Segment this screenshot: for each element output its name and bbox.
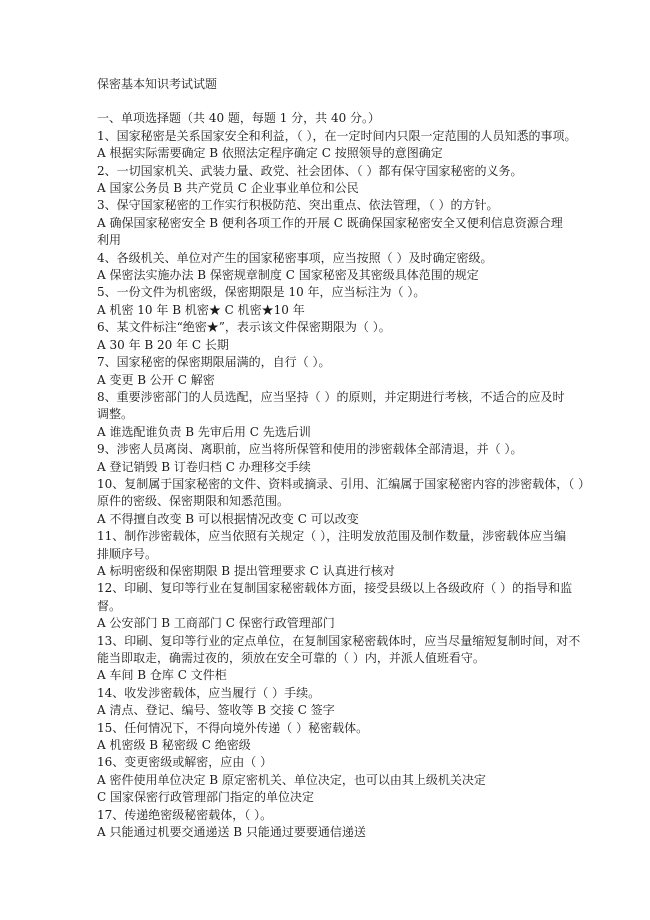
answer-options: A 保密法实施办法 B 保密规章制度 C 国家秘密及其密级具体范围的规定 [97, 268, 479, 283]
question-text: 16、变更密级或解密，应由（ ） [97, 755, 273, 770]
answer-options: A 确保国家秘密安全 B 便利各项工作的开展 C 既确保国家秘密安全又便利信息资源合理 [97, 215, 563, 230]
question-text: 调整。 [97, 407, 134, 422]
answer-options: A 公安部门 B 工商部门 C 保密行政管理部门 [97, 616, 335, 631]
document-page [97, 76, 591, 841]
question-item [97, 354, 567, 389]
question-text: 8、重要涉密部门的人员选配，应当坚持（ ）的原则，并定期进行考核，不适合的应及时 [97, 389, 565, 404]
question-text: 能当即取走，确需过夜的，须放在安全可靠的（ ）内，并派人值班看守。 [97, 651, 485, 665]
answer-options: A 清点、登记、编号、签收等 B 交接 C 签字 [97, 703, 335, 718]
answer-options: A 谁选配谁负责 B 先审后用 C 先选后训 [97, 424, 311, 439]
question-text: 11、制作涉密载体，应当依照有关规定（ ），注明发放范围及制作数量，涉密载体应当编 [97, 529, 567, 544]
answer-options: A 30 年 B 20 年 C 长期 [97, 337, 229, 352]
question-text: 9、涉密人员离岗、离职前，应当将所保管和使用的涉密载体全部清退，并（ ）。 [97, 442, 523, 457]
question-item [97, 528, 567, 580]
question-item [97, 441, 567, 476]
question-text: 15、任何情况下，不得向境外传递（ ）秘密载体。 [97, 720, 369, 735]
question-text: 督。 [97, 598, 122, 613]
question-text: 14、收发涉密载体，应当履行（ ）手续。 [97, 685, 321, 700]
answer-options: A 不得擅自改变 B 可以根据情况改变 C 可以改变 [97, 511, 359, 526]
section-heading: 一、单项选择题（共 40 题，每题 1 分，共 40 分。） [97, 111, 381, 126]
question-item [97, 128, 577, 163]
document-title: 保密基本知识考试试题 [97, 77, 218, 91]
answer-options: A 只能通过机要交通递送 B 只能通过要要通信递送 [97, 825, 366, 840]
question-item [97, 580, 573, 632]
question-text: 1、国家秘密是关系国家安全和利益，（ ），在一定时间内只限一定范围的人员知悉的事项。 [97, 128, 577, 143]
question-item [97, 284, 567, 319]
answer-options: A 车间 B 仓库 C 文件柜 [97, 668, 227, 683]
question-text: 5、一份文件为机密级，保密期限是 10 年，应当标注为（ ）。 [97, 285, 426, 300]
question-text: 排顺序号。 [97, 546, 158, 561]
question-text: 原件的密级、保密期限和知悉范围。 [97, 494, 290, 509]
answer-options: A 登记销毁 B 订卷归档 C 办理移交手续 [97, 459, 311, 474]
answer-options: C 国家保密行政管理部门指定的单位决定 [97, 790, 314, 805]
question-item [97, 319, 567, 354]
answer-options: A 国家公务员 B 共产党员 C 企业事业单位和公民 [97, 181, 359, 196]
question-item [97, 250, 567, 285]
question-text: 4、各级机关、单位对产生的国家秘密事项，应当按照（ ）及时确定密级。 [97, 250, 493, 265]
question-item [97, 633, 581, 685]
question-list [97, 128, 591, 842]
question-item [97, 720, 567, 755]
question-text: 10、复制属于国家秘密的文件、资料或摘录、引用、汇编属于国家秘密内容的涉密载体，（ ） [97, 476, 591, 491]
question-item [97, 685, 567, 720]
question-text: 2、一切国家机关、武装力量、政党、社会团体、（ ）都有保守国家秘密的义务。 [97, 163, 523, 178]
question-item [97, 807, 567, 842]
question-text: 13、印刷、复印等行业的定点单位，在复制国家秘密载体时，应当尽量缩短复制时间，对不 [97, 633, 581, 648]
question-text: 12、印刷、复印等行业在复制国家秘密载体方面，接受县级以上各级政府（ ）的指导和监 [97, 581, 573, 596]
question-item [97, 476, 591, 528]
answer-options: A 机密级 B 秘密级 C 绝密级 [97, 738, 251, 753]
answer-options: A 根据实际需要确定 B 依照法定程序确定 C 按照领导的意图确定 [97, 146, 443, 161]
answer-options: A 变更 B 公开 C 解密 [97, 372, 215, 387]
question-item [97, 389, 567, 441]
question-item [97, 163, 567, 198]
question-text: 7、国家秘密的保密期限届满的，自行（ ）。 [97, 355, 331, 370]
answer-options: A 密件使用单位决定 B 原定密机关、单位决定，也可以由其上级机关决定 [97, 772, 486, 787]
answer-options: 利用 [97, 233, 122, 248]
question-item [97, 197, 567, 249]
answer-options: A 标明密级和保密期限 B 提出管理要求 C 认真进行核对 [97, 563, 395, 578]
question-text: 17、传递绝密级秘密载体，（ ）。 [97, 807, 273, 822]
question-text: 3、保守国家秘密的工作实行积极防范、突出重点、依法管理，（ ）的方针。 [97, 198, 499, 213]
answer-options: A 机密 10 年 B 机密★ C 机密★10 年 [97, 302, 305, 317]
question-text: 6、某文件标注“绝密★”，表示该文件保密期限为（ ）。 [97, 320, 391, 335]
question-item [97, 754, 567, 806]
